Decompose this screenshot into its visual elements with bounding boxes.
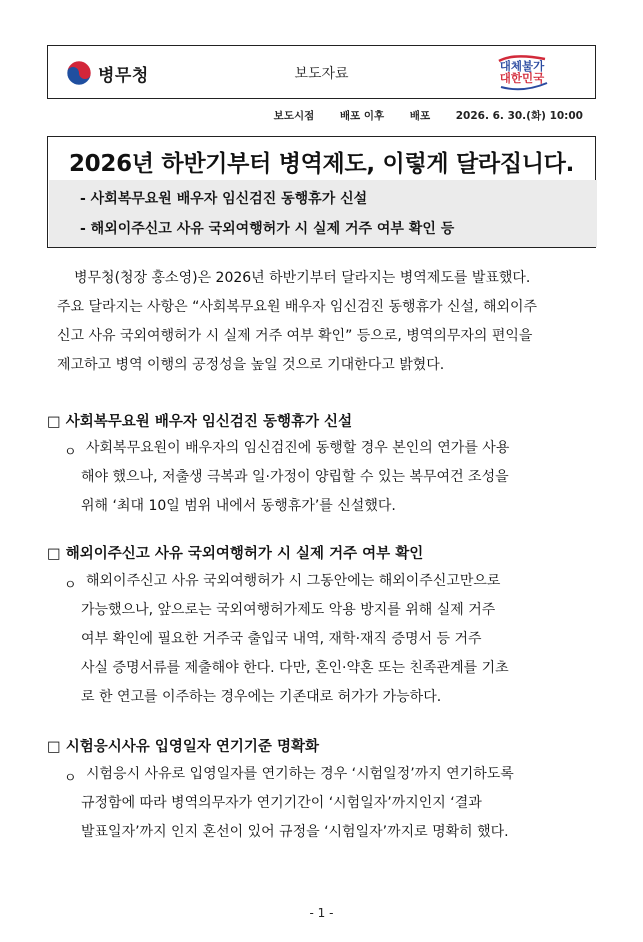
subtitle-2: - 해외이주신고 사유 국외여행허가 시 실제 거주 여부 확인 등 [80,221,455,237]
org-name: 병무청 [98,65,149,86]
section-line: 여부 확인에 필요한 거주국 출입국 내역, 재학·재직 증명서 등 거주 [81,631,482,647]
bullet-mark: ㅇ [64,578,77,593]
badge-line1: 대체불가 [499,59,545,73]
slogan-badge [491,53,553,91]
section-heading: □ 사회복무요원 배우자 임신검진 동행휴가 신설 [47,414,353,430]
section-line: 해야 했으나, 저출생 극복과 일·가정이 양립할 수 있는 복무여건 조성을 [81,469,509,485]
flag-swoosh-icon [493,53,551,91]
main-title: 2026년 하반기부터 병역제도, 이렇게 달라집니다. [68,151,575,177]
intro-line-3: 신고 사유 국외여행허가 시 실제 거주 여부 확인” 등으로, 병역의무자의 편익을 [57,328,533,344]
section-heading: □ 해외이주신고 사유 국외여행허가 시 실제 거주 여부 확인 [47,546,424,562]
release-info [0,108,583,123]
section-line: 가능했으나, 앞으로는 국외여행허가제도 악용 방지를 위해 실제 거주 [81,602,496,618]
intro-line-4: 제고하고 병역 이행의 공정성을 높일 것으로 기대한다고 밝혔다. [57,357,445,373]
subtitle-1: - 사회복무요원 배우자 임신검진 동행휴가 신설 [80,191,368,207]
section-line: 사실 증명서류를 제출해야 한다. 다만, 혼인·약혼 또는 친족관계를 기초 [81,660,509,676]
badge-line2: 대한민국 [499,70,545,85]
section-line: 시험응시 사유로 입영일자를 연기하는 경우 ‘시험일정’까지 연기하도록 [86,766,514,782]
release-timing: 배포 이후 [339,110,385,122]
dist-label: 배포 [409,110,431,122]
doc-type: 보도자료 [294,66,349,82]
section-line: 사회복무요원이 배우자의 임신검진에 동행할 경우 본인의 연가를 사용 [86,440,510,456]
header-box [47,45,596,99]
release-date: 2026. 6. 30.(화) 10:00 [455,110,583,122]
section-line: 해외이주신고 사유 국외여행허가 시 그동안에는 해외이주신고만으로 [86,573,501,589]
section-heading: □ 시험응시사유 입영일자 연기기준 명확화 [47,739,320,755]
release-label: 보도시점 [273,110,315,122]
section-line: 규정함에 따라 병역의무자가 연기기간이 ‘시험일자’까지인지 ‘결과 [81,795,482,811]
intro-line-1: 병무청(청장 홍소영)은 2026년 하반기부터 달라지는 병역제도를 발표했다. [74,270,531,286]
bullet-mark: ㅇ [64,771,77,786]
section-line: 로 한 연고를 이주하는 경우에는 기존대로 허가가 가능하다. [81,689,442,705]
bullet-mark: ㅇ [64,445,77,460]
section-line: 발표일자’까지 인지 혼선이 있어 규정을 ‘시험일자’까지로 명확히 했다. [81,824,509,840]
intro-line-2: 주요 달라지는 사항은 “사회복무요원 배우자 임신검진 동행휴가 신설, 해외이주 [57,299,538,315]
section-line: 위해 ‘최대 10일 범위 내에서 동행휴가’를 신설했다. [81,498,396,514]
page-number: - 1 - [309,906,334,920]
